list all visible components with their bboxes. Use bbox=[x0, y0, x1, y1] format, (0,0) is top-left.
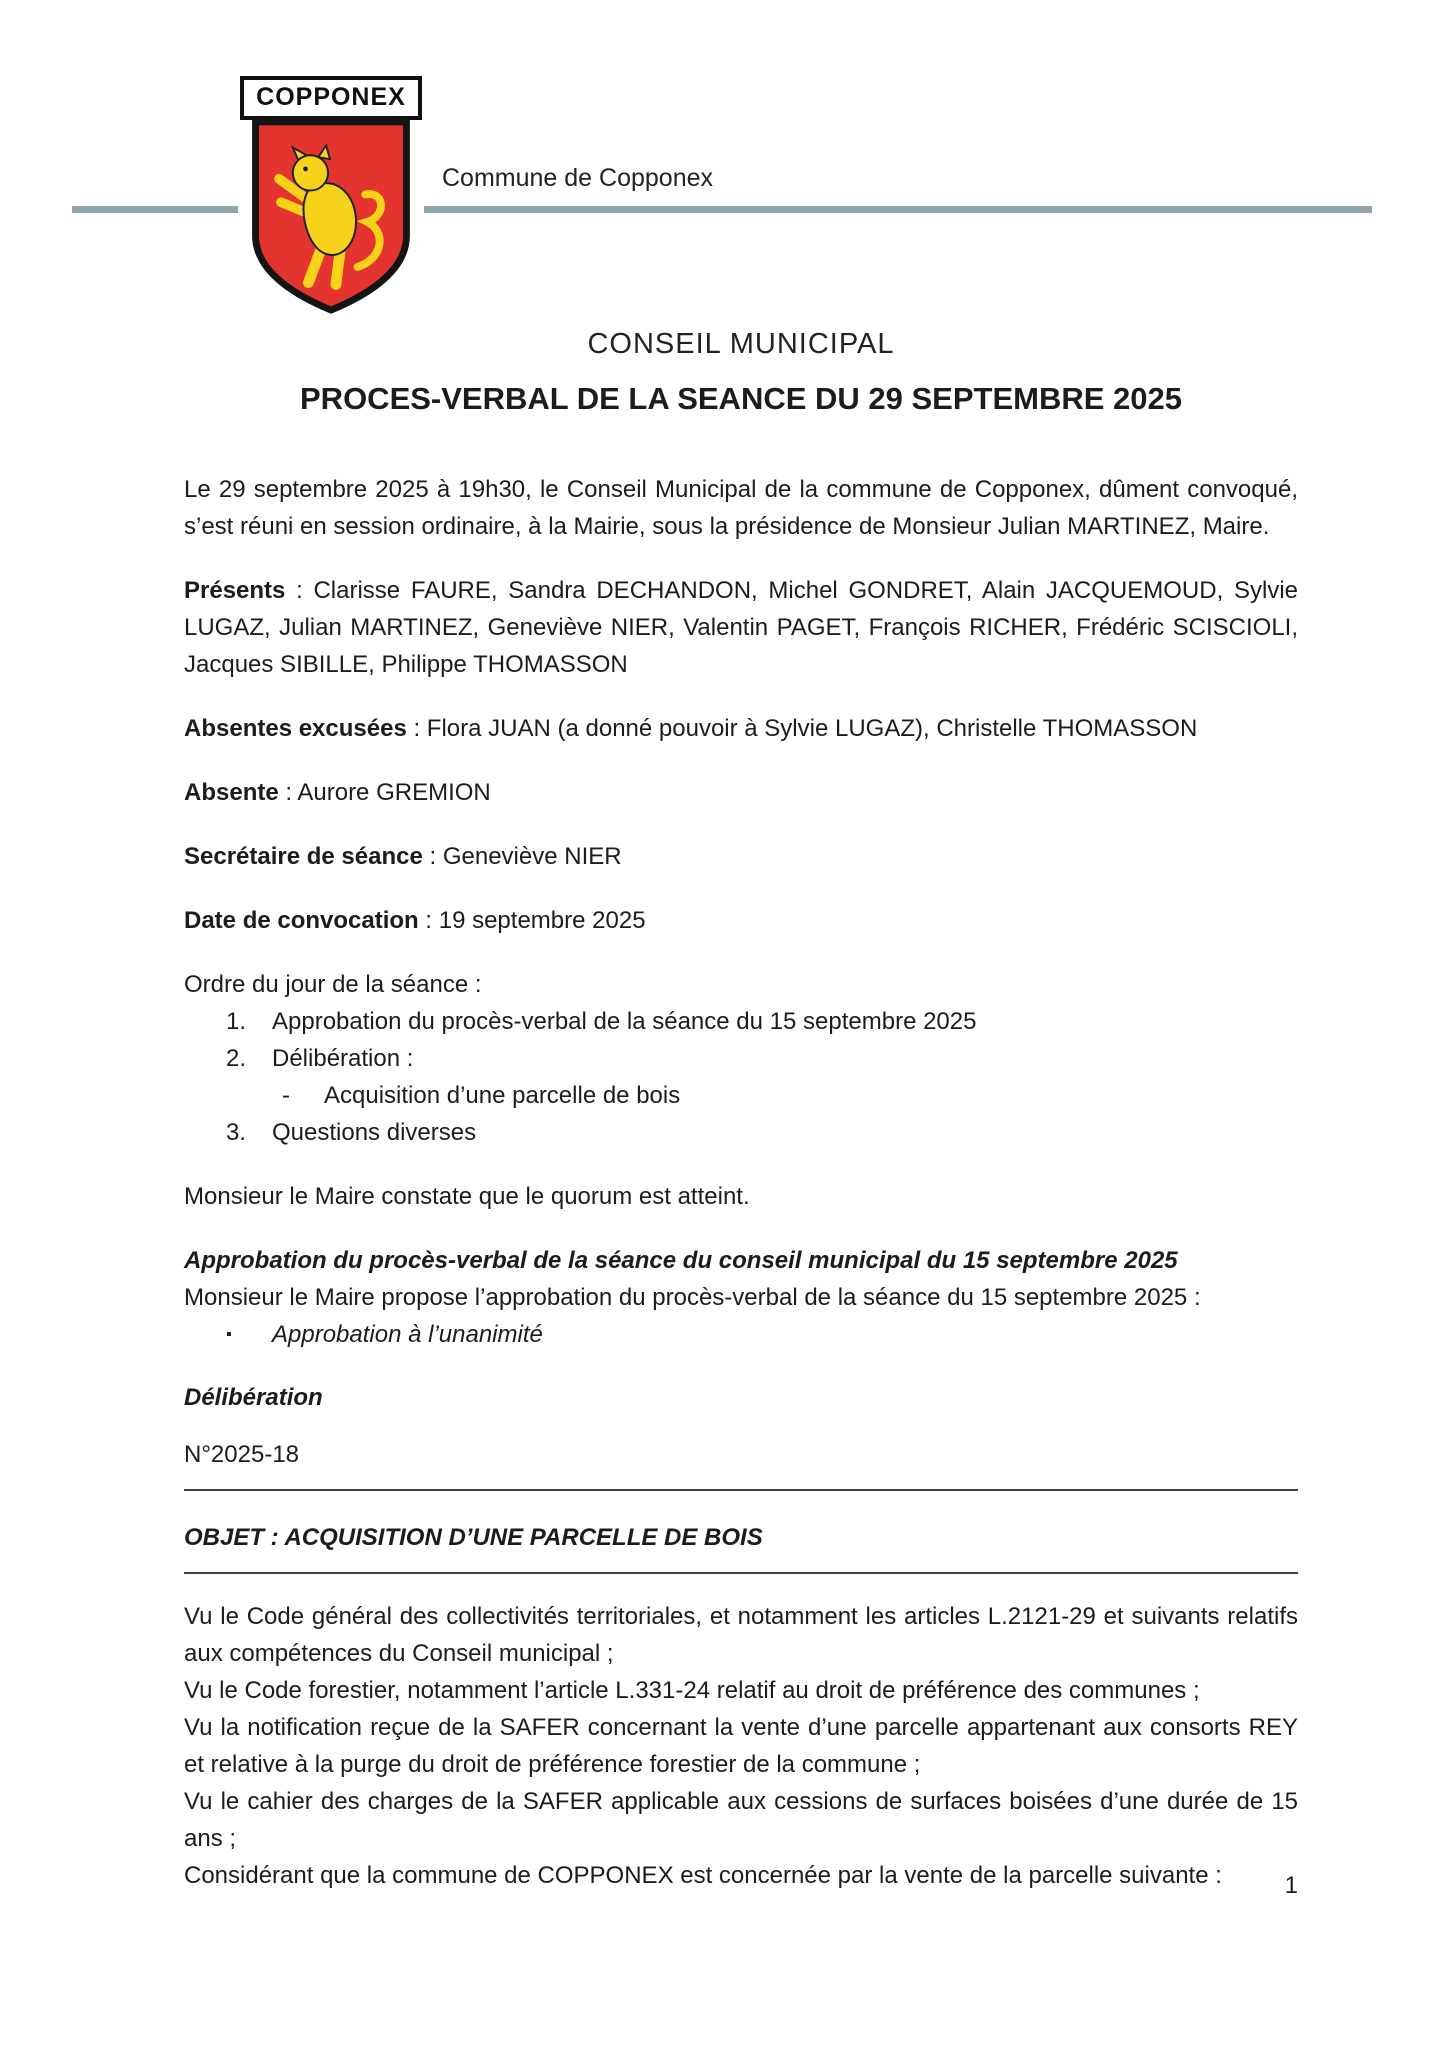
presents-names: : Clarisse FAURE, Sandra DECHANDON, Michel GONDRET, Alain JACQUEMOUD, Sylvie LUGAZ, Julian MARTINEZ, Geneviève NIER, Valentin PAGET, François RICHER, Frédéric SCISCIOLI, Jacques SIBILLE, Philippe THOMASSON bbox=[184, 577, 1298, 678]
absentes-excusees-label: Absentes excusées bbox=[184, 715, 407, 742]
agenda-subitem-dash: - bbox=[282, 1082, 290, 1109]
title-conseil-municipal: CONSEIL MUNICIPAL bbox=[587, 328, 895, 360]
agenda-item-number: 3. bbox=[226, 1119, 247, 1146]
secretaire-line bbox=[184, 838, 1298, 875]
presents-label: Présents bbox=[184, 577, 286, 604]
agenda-item-text: Approbation du procès-verbal de la séance du 15 septembre 2025 bbox=[272, 1008, 977, 1035]
consideration-paragraph: Vu le Code forestier, notamment l’article L.331-24 relatif au droit de préférence des communes ; bbox=[184, 1677, 1200, 1704]
absente-name: : Aurore GREMION bbox=[278, 779, 491, 806]
secretaire-name: : Geneviève NIER bbox=[422, 843, 622, 870]
header-rule-left bbox=[72, 206, 238, 213]
considerations bbox=[184, 1598, 1298, 1894]
convocation-label: Date de convocation bbox=[184, 907, 419, 934]
absentes-excusees-line bbox=[184, 710, 1298, 747]
quorum-statement: Monsieur le Maire constate que le quorum est atteint. bbox=[184, 1183, 750, 1210]
agenda-item bbox=[184, 1114, 1298, 1151]
consideration-paragraph: Vu la notification reçue de la SAFER concernant la vente d’une parcelle appartenant aux consorts REY et relative à la purge du droit de préférence forestier de la commune ; bbox=[184, 1714, 1298, 1778]
approbation-bullet-row bbox=[184, 1316, 1298, 1353]
objet-heading: OBJET : ACQUISITION D’UNE PARCELLE DE BOIS bbox=[184, 1524, 763, 1551]
agenda-item bbox=[184, 1040, 1298, 1077]
approbation-heading: Approbation du procès-verbal de la séance du conseil municipal du 15 septembre 2025 bbox=[184, 1247, 1178, 1274]
coat-of-arms-banner: COPPONEX bbox=[240, 76, 422, 120]
document-body bbox=[184, 328, 1298, 1894]
agenda-item bbox=[184, 1003, 1298, 1040]
agenda-item-text: Délibération : bbox=[272, 1045, 414, 1072]
absentes-excusees-names: : Flora JUAN (a donné pouvoir à Sylvie LUGAZ), Christelle THOMASSON bbox=[406, 715, 1198, 742]
consideration-paragraph: Vu le cahier des charges de la SAFER applicable aux cessions de surfaces boisées d’une durée de 15 ans ; bbox=[184, 1788, 1298, 1852]
secretaire-label: Secrétaire de séance bbox=[184, 843, 423, 870]
agenda bbox=[184, 966, 1298, 1151]
agenda-subitem-text: Acquisition d’une parcelle de bois bbox=[324, 1082, 681, 1109]
square-bullet-icon: ▪ bbox=[226, 1326, 232, 1343]
header-rule-right bbox=[424, 206, 1372, 213]
agenda-heading: Ordre du jour de la séance : bbox=[184, 971, 482, 998]
deliberation-label: Délibération bbox=[184, 1384, 323, 1411]
agenda-item-text: Questions diverses bbox=[272, 1119, 477, 1146]
agenda-item-number: 1. bbox=[226, 1008, 247, 1035]
agenda-subitem bbox=[184, 1077, 1298, 1114]
title-proces-verbal: PROCES-VERBAL DE LA SEANCE DU 29 SEPTEMBRE 2025 bbox=[300, 381, 1182, 416]
consideration-paragraph: Considérant que la commune de COPPONEX est concernée par la vente de la parcelle suivante : bbox=[184, 1862, 1222, 1889]
deliberation-number: N°2025-18 bbox=[184, 1441, 300, 1468]
approbation-bullet-text: Approbation à l’unanimité bbox=[272, 1321, 543, 1348]
agenda-item-number: 2. bbox=[226, 1045, 247, 1072]
presents-line bbox=[184, 572, 1298, 683]
convocation-date: : 19 septembre 2025 bbox=[418, 907, 646, 934]
shield-icon bbox=[246, 118, 416, 314]
divider bbox=[184, 1489, 1298, 1491]
intro-paragraph: Le 29 septembre 2025 à 19h30, le Conseil Municipal de la commune de Copponex, dûment convoqué, s’est réuni en session ordinaire, à la Mairie, sous la présidence de Monsieur Julian MARTINEZ, Maire. bbox=[184, 476, 1298, 540]
divider bbox=[184, 1572, 1298, 1574]
commune-label: Commune de Copponex bbox=[442, 164, 713, 192]
absente-line bbox=[184, 774, 1298, 811]
approbation-proposal: Monsieur le Maire propose l’approbation du procès-verbal de la séance du 15 septembre 2025 : bbox=[184, 1284, 1201, 1311]
consideration-paragraph: Vu le Code général des collectivités territoriales, et notamment les articles L.2121-29 et suivants relatifs aux compétences du Conseil municipal ; bbox=[184, 1603, 1298, 1667]
convocation-line bbox=[184, 902, 1298, 939]
page-number: 1 bbox=[1284, 1872, 1298, 1899]
absente-label: Absente bbox=[184, 779, 279, 806]
coat-of-arms bbox=[240, 76, 422, 314]
